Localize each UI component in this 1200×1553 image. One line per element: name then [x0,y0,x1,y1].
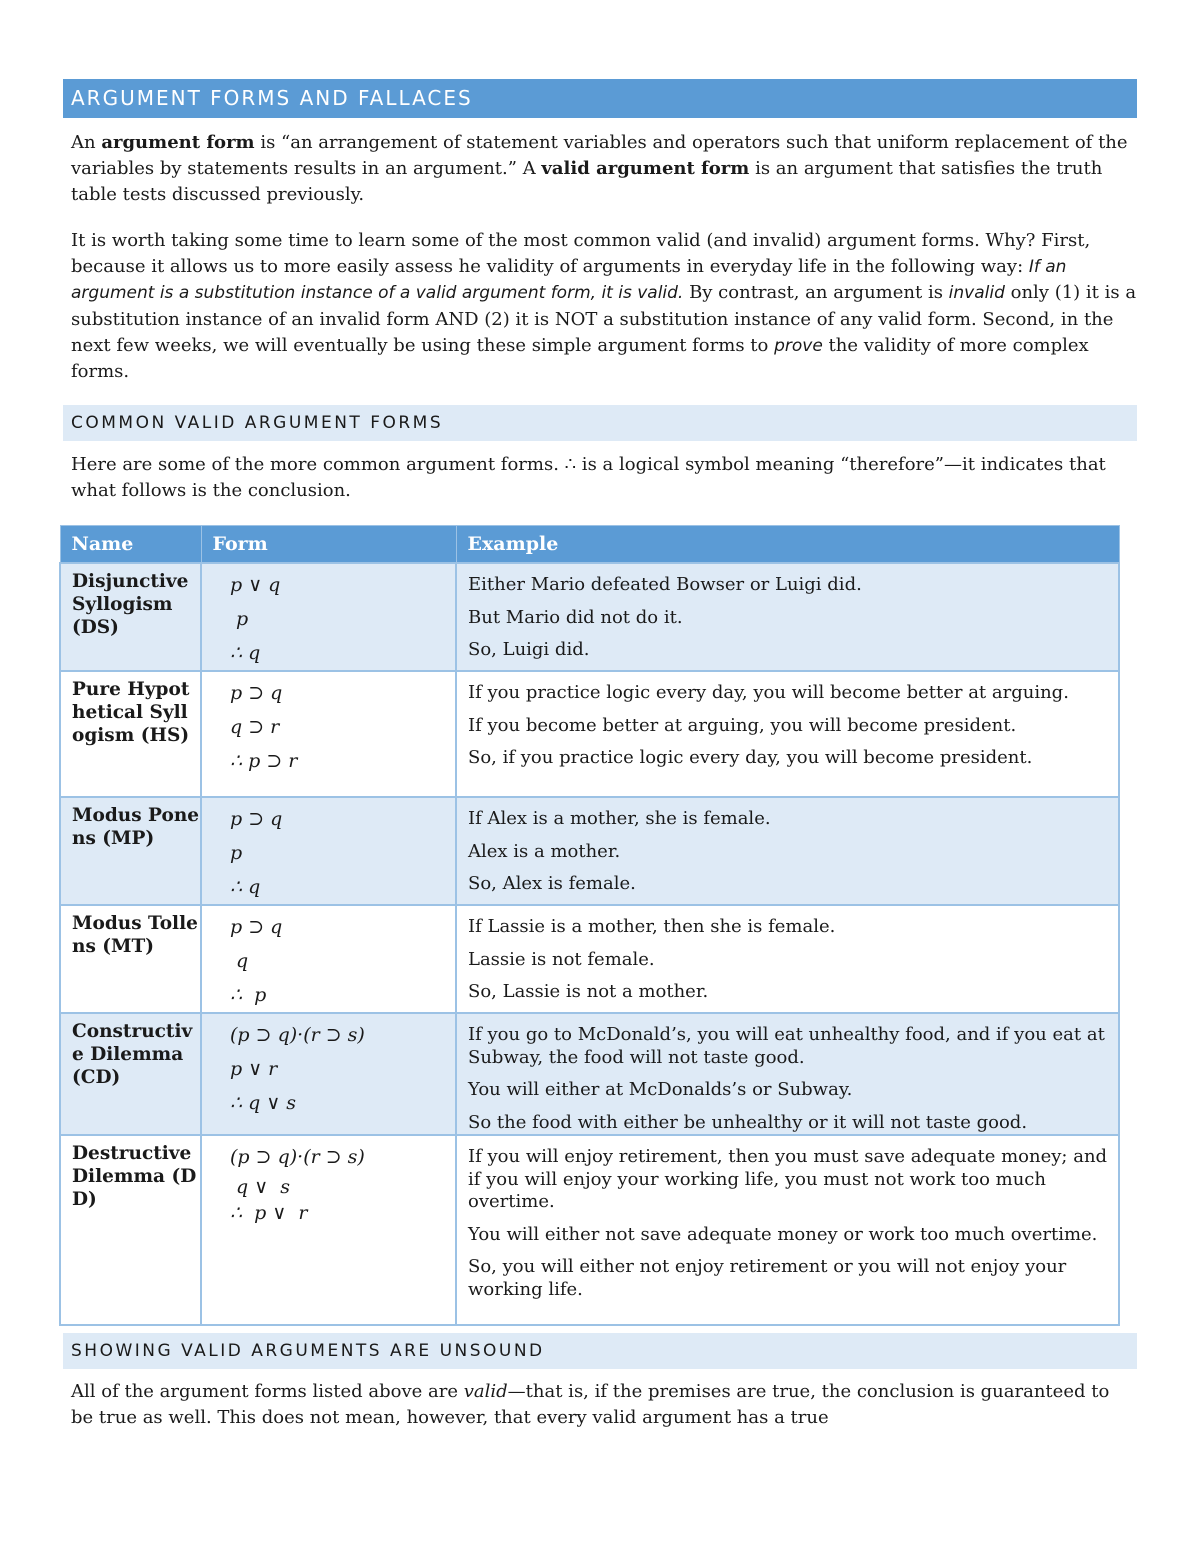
emphasis-rule: If an argument is a substitution instance of a valid argument form, it is valid. [71,257,1067,304]
emphasis-invalid: invalid [948,283,1005,304]
form-line: p ∨ r [230,1058,278,1080]
table-row [60,1013,1119,1135]
example-line: So, Luigi did. [468,639,590,660]
example-line: Lassie is not female. [468,948,655,970]
section-heading-unsound: SHOWING VALID ARGUMENTS ARE UNSOUND [63,1333,1137,1369]
form-schema [201,1013,456,1135]
example-line: So, you will either not enjoy retirement or you will not enjoy your working life. [468,1256,1067,1300]
form-line: p ⊃ q [230,916,283,938]
text-run: By contrast, an argument is [683,282,949,304]
argument-forms-table [59,525,1120,1326]
example-line: But Mario did not do it. [468,606,683,628]
example-line: If you will enjoy retirement, then you must save adequate money; and if you will enjoy your working life, you must not work too much overtime. [468,1146,1108,1212]
section-heading-common-valid-forms: COMMON VALID ARGUMENT FORMS [63,405,1137,441]
table-row [60,797,1119,905]
text-run: It is worth taking some time to learn some of the most common valid (and invalid) argument forms. Why? First, because it allows us to more easily assess he validity of arguments in everyday life in the following way: [71,230,1091,278]
example-line: So, if you practice logic every day, you will become president. [468,747,1033,768]
table-row [60,563,1119,671]
form-name: Disjunctive Syllogism (DS) [60,563,201,671]
why-paragraph [71,228,1137,385]
text-run: is an argument that satisfies the truth table tests discussed previously. [71,158,1103,206]
unsound-paragraph [71,1379,1137,1431]
form-line: ∴ p ∨ r [230,1202,308,1224]
form-schema [201,1135,456,1325]
form-schema [201,797,456,905]
form-name: Modus Ponens (MP) [60,797,201,905]
form-line: ∴ p [230,984,267,1006]
example-line: So the food with either be unhealthy or it will not taste good. [468,1111,1028,1133]
form-line: ∴ q ∨ s [230,1092,297,1114]
form-schema [201,905,456,1013]
form-example [456,563,1119,671]
column-header-form: Form [201,526,456,564]
example-line: If you go to McDonald’s, you will eat unhealthy food, and if you eat at Subway, the food will not taste good. [468,1024,1105,1068]
form-example [456,671,1119,797]
emphasis-valid: valid [463,1381,508,1402]
table-header-row [60,526,1119,564]
example-line: You will either at McDonalds’s or Subway. [468,1079,853,1100]
form-name: Destructive Dilemma (DD) [60,1135,201,1325]
term-valid-argument-form: valid argument form [541,158,750,180]
form-name: Constructive Dilemma (CD) [60,1013,201,1135]
form-example [456,1135,1119,1325]
text-run: An [71,132,102,153]
form-name: Modus Tollens (MT) [60,905,201,1013]
example-line: So, Alex is female. [468,873,636,894]
form-line: q [230,950,249,972]
form-line: p [230,842,243,864]
table-row [60,905,1119,1013]
form-line: p ∨ q [230,574,281,596]
text-run: —that is, if the premises are true, the conclusion is guaranteed to be true as well. This does not mean, however, that every valid argument has a true [71,1381,1110,1429]
form-line: ∴ p ⊃ r [230,750,298,772]
therefore-paragraph: Here are some of the more common argument forms. ∴ is a logical symbol meaning “therefore”—it indicates that what follows is the conclusion. [71,454,1106,502]
example-line: If Alex is a mother, she is female. [468,808,771,829]
example-line: If Lassie is a mother, then she is female. [468,916,836,937]
term-argument-form: argument form [101,132,255,153]
section-heading-argument-forms: ARGUMENT FORMS AND FALLACES [63,79,1137,118]
example-line: You will either not save adequate money or work too much overtime. [468,1223,1098,1245]
form-example [456,797,1119,905]
form-line: p [230,608,249,630]
example-line: Alex is a mother. [468,840,621,862]
intro-paragraph [71,130,1137,209]
form-line: q ⊃ r [230,716,280,738]
form-line: ∴ q [230,642,261,664]
example-line: If you become better at arguing, you will become president. [468,714,1017,736]
emphasis-prove: prove [774,335,823,356]
example-line: So, Lassie is not a mother. [468,981,709,1002]
example-line: If you practice logic every day, you will become better at arguing. [468,682,1069,703]
table-row [60,671,1119,797]
text-run: is “an arrangement of statement variables and operators such that uniform replacement of the variables by statements results in an argument.” A [71,132,1128,180]
text-run: the validity of more complex forms. [71,334,1089,383]
example-line: Either Mario defeated Bowser or Luigi did. [468,574,862,595]
form-name: Pure Hypothetical Syllogism (HS) [60,671,201,797]
form-line: q ∨ s [230,1176,290,1198]
form-line: (p ⊃ q)·(r ⊃ s) [230,1024,365,1046]
column-header-name: Name [60,526,201,564]
text-run: only (1) it is a substitution instance of an invalid form AND (2) it is NOT a substitution instance of any valid form. Second, in the next few weeks, we will eventually be using these simple argument forms to [71,282,1137,356]
form-line: ∴ q [230,876,261,898]
form-line: p ⊃ q [230,808,283,830]
table-row [60,1135,1119,1325]
form-line: p ⊃ q [230,682,283,704]
form-example [456,1013,1119,1135]
form-line: (p ⊃ q)·(r ⊃ s) [230,1146,365,1168]
form-schema [201,671,456,797]
form-example [456,905,1119,1013]
text-run: All of the argument forms listed above are [71,1381,464,1402]
column-header-example: Example [456,526,1119,564]
form-schema [201,563,456,671]
